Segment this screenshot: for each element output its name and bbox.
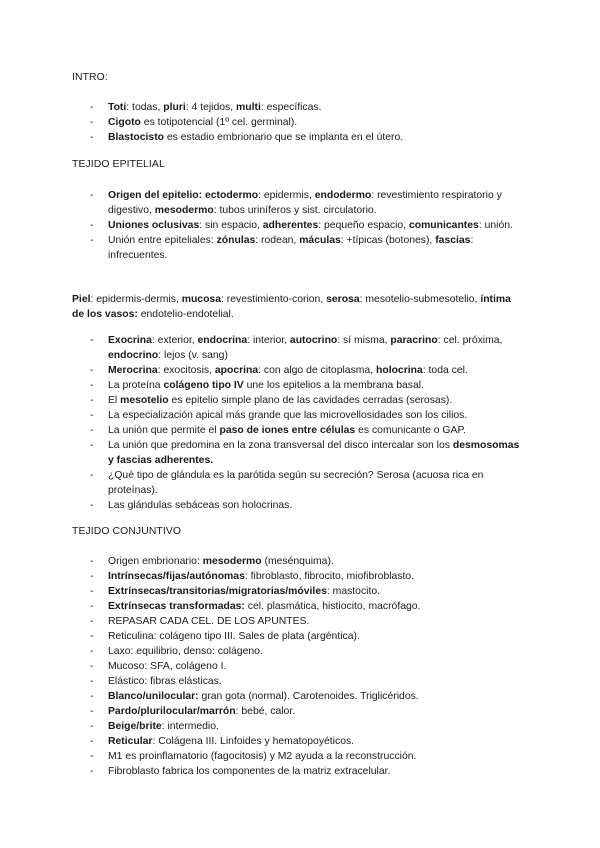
text-run: : lejos (v. sang)	[158, 350, 228, 361]
text-run: : epidermis-dermis,	[90, 294, 182, 305]
text-run: es comunicante o GAP.	[355, 425, 466, 436]
text-run: : sin espacio,	[199, 220, 263, 231]
text-run: : mesotelio-submesotelio,	[359, 294, 481, 305]
list-item	[0, 408, 520, 423]
text-run: : tubos uriníferos y sist. circulatorio.	[213, 205, 377, 216]
list-item	[0, 554, 520, 569]
text-run: La proteína	[108, 380, 164, 391]
text-run: : bebé, calor.	[235, 706, 296, 717]
text-run: : toda cel.	[422, 365, 468, 376]
piel-paragraph	[72, 292, 512, 322]
text-run: : con algo de citoplasma,	[258, 365, 376, 376]
text-run: une los epitelios a la membrana basal.	[243, 380, 424, 391]
text-run: Fibroblasto fabrica los componentes de la matriz extracelular.	[108, 766, 391, 777]
text-run: : fibroblasto, fibrocito, miofibroblasto.	[244, 571, 415, 582]
bold-term: Intrínsecas/fijas/autónomas	[108, 571, 245, 582]
bold-term: fascias	[435, 235, 471, 246]
text-run: : Colágena III. Linfoides y hematopoyéticos.	[152, 736, 355, 747]
list-item	[0, 689, 520, 704]
bold-term: mesodermo	[202, 556, 262, 567]
list-item	[0, 393, 520, 408]
text-run: : infrecuentes.	[108, 235, 474, 261]
bold-term: Blanco/unilocular:	[108, 691, 199, 702]
text-run: Origen embrionario:	[108, 556, 203, 567]
text-run: : pequeño espacio,	[318, 220, 409, 231]
bold-term: multi	[236, 102, 261, 113]
text-run: : todas,	[126, 102, 164, 113]
bold-term: mesotelio	[120, 395, 169, 406]
text-run: Mucoso: SFA, colágeno I.	[108, 661, 227, 672]
list-item	[0, 644, 520, 659]
text-run: : mastocito.	[326, 586, 381, 597]
text-run: : +típicas (botones),	[340, 235, 436, 246]
list-item	[0, 115, 520, 130]
list-item	[0, 629, 520, 644]
text-run: es totipotencial (1º cel. germinal).	[140, 117, 298, 128]
bold-term: endocrina	[197, 335, 248, 346]
bold-term: Beige/brite	[108, 721, 162, 732]
text-run: Laxo: equilibrio, denso: colágeno.	[108, 646, 263, 657]
bold-term: Origen del epitelio: ectodermo	[108, 190, 259, 201]
text-run: (mesénquima).	[261, 556, 334, 567]
bold-term: paracrino	[390, 335, 438, 346]
text-run: : exterior,	[151, 335, 198, 346]
bold-term: apocrina	[214, 365, 259, 376]
text-run: : revestimiento-corion,	[221, 294, 327, 305]
bold-term: Uniones oclusivas	[108, 220, 200, 231]
heading-tejido-conjuntivo: TEJIDO CONJUNTIVO	[72, 526, 182, 537]
list-item	[0, 218, 520, 233]
bold-term: Piel	[72, 294, 91, 305]
bold-term: colágeno tipo IV	[163, 380, 244, 391]
text-run: El	[108, 395, 121, 406]
text-run: La unión que permite el	[108, 425, 220, 436]
bold-term: comunicantes	[408, 220, 479, 231]
list-item	[0, 659, 520, 674]
bold-term: Toti	[108, 102, 127, 113]
list-item	[0, 363, 520, 378]
bold-term: Exocrina	[108, 335, 152, 346]
list-item	[0, 100, 520, 115]
bold-term: íntima de los vasos:	[72, 294, 511, 320]
conjuntivo-list	[0, 554, 520, 779]
list-item	[0, 704, 520, 719]
list-item	[0, 498, 520, 513]
bold-term: Extrínsecas/transitorias/migratorias/móviles	[108, 586, 327, 597]
text-run: ¿Qué tipo de glándula es la parótida según su secreción? Serosa (acuosa rica en proteínas).	[108, 470, 484, 496]
list-item	[0, 468, 520, 498]
bold-term: Cigoto	[108, 117, 141, 128]
list-item	[0, 719, 520, 734]
list-item	[0, 614, 520, 629]
list-item	[0, 130, 520, 145]
bold-term: máculas	[299, 235, 341, 246]
bold-term: mucosa	[181, 294, 221, 305]
list-item	[0, 233, 520, 263]
text-run: cel. plasmática, histiocito, macrófago.	[244, 601, 421, 612]
bold-term: Extrínsecas transformadas:	[108, 601, 245, 612]
text-run: : unión.	[478, 220, 513, 231]
text-run: REPASAR CADA CEL. DE LOS APUNTES.	[108, 616, 310, 627]
bold-term: endocrino	[108, 350, 159, 361]
bold-term: Reticular	[108, 736, 153, 747]
bold-term: mesodermo	[154, 205, 214, 216]
bold-term: endodermo	[314, 190, 372, 201]
heading-intro: INTRO:	[72, 72, 108, 83]
text-run: endotelio-endotelial.	[137, 309, 234, 320]
epitelial-list-2	[0, 333, 520, 513]
text-run: M1 es proinflamatorio (fagocitosis) y M2 ayuda a la reconstrucción.	[108, 751, 417, 762]
text-run: Unión entre epiteliales:	[108, 235, 217, 246]
list-item	[0, 423, 520, 438]
text-run: Reticulina: colágeno tipo III. Sales de plata (argéntica).	[108, 631, 360, 642]
list-item	[0, 674, 520, 689]
list-item	[0, 569, 520, 584]
bold-term: autocrino	[289, 335, 338, 346]
text-run: es epitelio simple plano de las cavidades cerradas (serosas).	[168, 395, 453, 406]
list-item	[0, 438, 520, 468]
bold-term: adherentes	[262, 220, 319, 231]
text-run: : intermedio.	[161, 721, 219, 732]
text-run: : revestimiento respiratorio y digestivo,	[108, 190, 502, 216]
intro-list	[0, 100, 520, 145]
bold-term: holocrina	[376, 365, 423, 376]
list-item	[0, 584, 520, 599]
bold-term: desmosomas y fascias adherentes.	[108, 440, 520, 466]
list-item	[0, 599, 520, 614]
bold-term: Pardo/plurilocular/marrón	[108, 706, 236, 717]
text-run: La unión que predomina en la zona transversal del disco intercalar son los	[108, 440, 453, 451]
bold-term: serosa	[326, 294, 360, 305]
text-run: : 4 tejidos,	[185, 102, 237, 113]
text-run: Las glándulas sebáceas son holocrinas.	[108, 500, 293, 511]
bold-term: paso de iones entre células	[219, 425, 356, 436]
text-run: : rodean,	[255, 235, 300, 246]
bold-term: Blastocisto	[108, 132, 165, 143]
text-run: : sí misma,	[337, 335, 391, 346]
epitelial-list	[0, 188, 520, 263]
bold-term: Merocrina	[108, 365, 158, 376]
text-run: La especialización apical más grande que las microvellosidades son los cilios.	[108, 410, 468, 421]
text-run: : específicas.	[260, 102, 322, 113]
list-item	[0, 333, 520, 363]
bold-term: zónulas	[216, 235, 256, 246]
text-run: gran gota (normal). Carotenoides. Triglicéridos.	[198, 691, 419, 702]
text-run: : exocitosis,	[157, 365, 215, 376]
text-run: : interior,	[247, 335, 290, 346]
text-run: : cel. próxima,	[437, 335, 503, 346]
heading-tejido-epitelial: TEJIDO EPITELIAL	[72, 159, 165, 170]
list-item	[0, 749, 520, 764]
list-item	[0, 188, 520, 218]
list-item	[0, 734, 520, 749]
bold-term: pluri	[163, 102, 186, 113]
text-run: Elástico: fibras elásticas.	[108, 676, 222, 687]
list-item	[0, 378, 520, 393]
text-run: : epidermis,	[258, 190, 315, 201]
list-item	[0, 764, 520, 779]
text-run: es estadio embrionario que se implanta en el útero.	[164, 132, 404, 143]
